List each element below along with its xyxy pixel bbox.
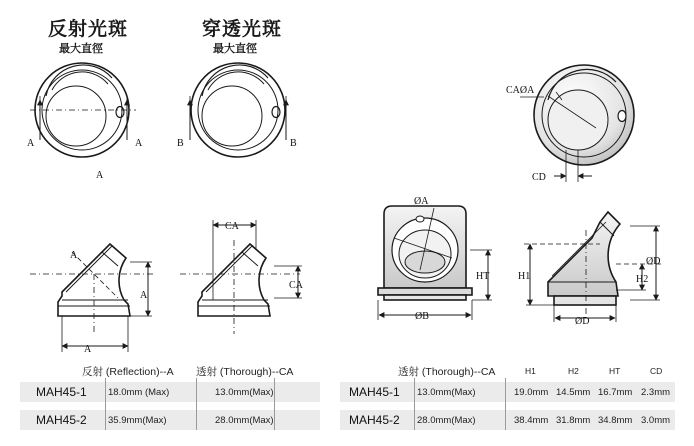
right-row-2-ht: 34.8mm [598,415,633,426]
right-row-1-h2: 14.5mm [556,387,591,398]
left-row-2-model: MAH45-2 [36,413,87,427]
label-phi-b: ØB [415,311,429,322]
right-row-2-model: MAH45-2 [349,413,400,427]
thorough-title: 穿透光斑 [202,18,283,40]
left-header-reflection: 反射 (Reflection)--A [82,366,174,378]
front-view-reflection [30,63,136,157]
right-row-1-model: MAH45-1 [349,385,400,399]
label-a-left: A [27,138,35,149]
label-a-below: A [96,170,104,181]
right-row-1-h1: 19.0mm [514,387,549,398]
section-view-reflection [30,244,156,352]
right-header-cd: CD [650,366,663,376]
right-row-1-cd: 2.3mm [641,387,671,398]
left-col-sep-2 [196,378,197,430]
label-ca-top: CA [225,221,239,232]
right-row-1-ht: 16.7mm [598,387,633,398]
right-row-1-ca: 13.0mm(Max) [417,387,476,398]
thorough-subtitle: 最大直徑 [213,42,257,55]
left-col-sep-3 [274,378,275,430]
left-row-2-thorough: 28.0mm(Max) [215,415,274,426]
left-row-1-thorough: 13.0mm(Max) [215,387,274,398]
right-header-ht: HT [609,366,621,376]
right-row-2-h1: 38.4mm [514,415,549,426]
left-row-2-reflection: 35.9mm(Max) [108,415,167,426]
ball-view-ca [520,65,634,182]
right-col-sep-1 [414,378,415,430]
label-b-left: B [177,138,184,149]
right-row-2-ca: 28.0mm(Max) [417,415,476,426]
section-view-thorough [180,220,302,334]
right-header-ca: 透射 (Thorough)--CA [398,366,496,378]
front-view-thorough [190,63,286,157]
right-header-h2: H2 [568,366,579,376]
label-a-side: A [140,290,148,301]
reflection-title: 反射光斑 [48,18,129,40]
left-header-thorough: 透射 (Thorough)--CA [196,366,294,378]
side-section-view [524,212,662,322]
label-a-diag: A [70,250,78,261]
label-phi-d-side: ØD [646,256,661,267]
right-header-h1: H1 [525,366,536,376]
left-row-1-model: MAH45-1 [36,385,87,399]
label-a-bottom: A [84,344,92,355]
right-col-sep-2 [505,378,506,430]
label-phi-a: ØA [414,196,429,207]
right-row-2-h2: 31.8mm [556,415,591,426]
square-mount-view [378,206,492,320]
left-row-1-reflection: 18.0mm (Max) [108,387,170,398]
label-ca-phi-a: CAØA [506,85,535,96]
label-ht: HT [476,271,490,282]
dim-arrows-b-front [190,100,286,140]
right-row-2-cd: 3.0mm [641,415,671,426]
label-cd: CD [532,172,546,183]
label-b-right: B [290,138,297,149]
left-col-sep-1 [105,378,106,430]
label-a-right: A [135,138,143,149]
reflection-subtitle: 最大直徑 [59,42,103,55]
label-h1: H1 [518,271,531,282]
label-phi-d-bottom: ØD [575,316,590,327]
label-h2: H2 [636,274,649,285]
label-ca-side: CA [289,280,303,291]
